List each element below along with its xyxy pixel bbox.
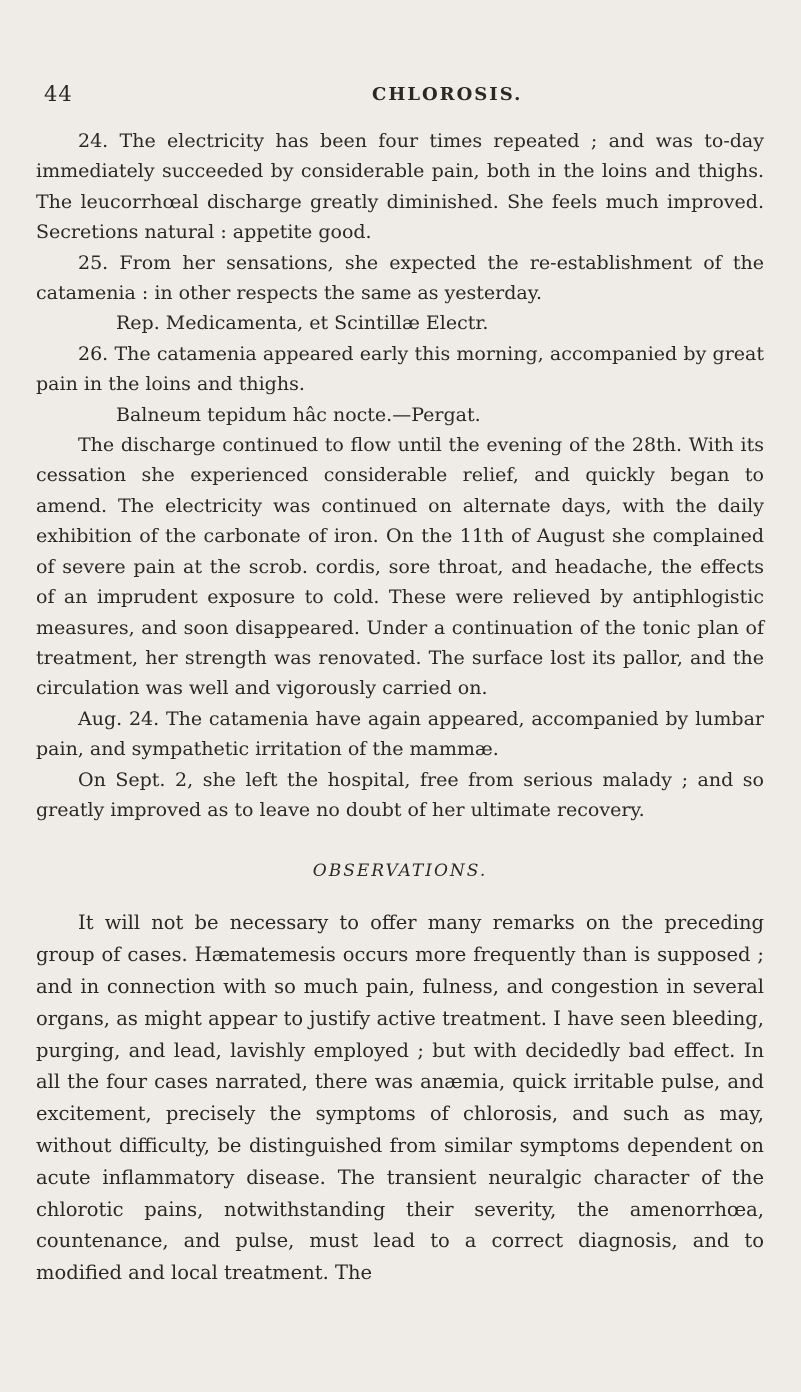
case-entry-26: 26. The catamenia appeared early this morning, accompanied by great pain in the loins and thighs.	[36, 342, 764, 396]
case-entry-24: 24. The electricity has been four times repeated ; and was to-day immediately succeeded by considerable pain, both in the loins and thighs. The leucorrhœal discharge greatly diminished. She feels much improved. Secretions natural : appetite good.	[36, 130, 764, 244]
prescription-line: Rep. Medicamenta, et Scintillæ Electr.	[116, 312, 489, 335]
case-notes	[36, 126, 764, 825]
section-heading: OBSERVATIONS.	[312, 861, 488, 882]
case-entry-sept: On Sept. 2, she left the hospital, free from serious malady ; and so greatly improved as to leave no doubt of her ultimate recovery.	[36, 768, 764, 821]
prescription-line: Balneum tepidum hâc nocte.—Pergat.	[116, 403, 481, 426]
running-title: CHLOROSIS.	[372, 84, 523, 105]
observations-paragraph: It will not be necessary to offer many remarks on the preceding group of cases. Hæmatemesis occurs more frequently than is supposed ; and in connection with so much pain, fulness, and congestion in several organs, as might appear to justify active treatment. I have seen bleeding, purging, and lead, lavishly employed ; but with decidedly bad effect. In all the four cases narrated, there was anæmia, quick irritable pulse, and excitement, precisely the symptoms of chlorosis, and such as may, without difficulty, be distinguished from similar symptoms dependent on acute inflammatory disease. The transient neuralgic character of the chlorotic pains, notwithstanding their severity, the amenorrhœa, countenance, and pulse, must lead to a correct diagnosis, and to modified and local treatment. The	[36, 911, 764, 1285]
observations-section	[36, 907, 764, 1289]
case-entry-aug: Aug. 24. The catamenia have again appeared, accompanied by lumbar pain, and sympathetic irritation of the mammæ.	[36, 707, 764, 761]
running-head	[36, 82, 764, 112]
page-number: 44	[44, 82, 73, 106]
case-paragraph: The discharge continued to flow until the evening of the 28th. With its cessation she experienced considerable relief, and quickly began to amend. The electricity was continued on alternate days, with the daily exhibition of the carbonate of iron. On the 11th of August she complained of severe pain at the scrob. cordis, sore throat, and headache, the effects of an imprudent exposure to cold. These were relieved by antiphlogistic measures, and soon disappeared. Under a continuation of the tonic plan of treatment, her strength was renovated. The surface lost its pallor, and the circulation was well and vigorously carried on.	[36, 434, 764, 700]
case-entry-25: 25. From her sensations, she expected the re-establishment of the catamenia : in other respects the same as yesterday.	[36, 251, 764, 305]
